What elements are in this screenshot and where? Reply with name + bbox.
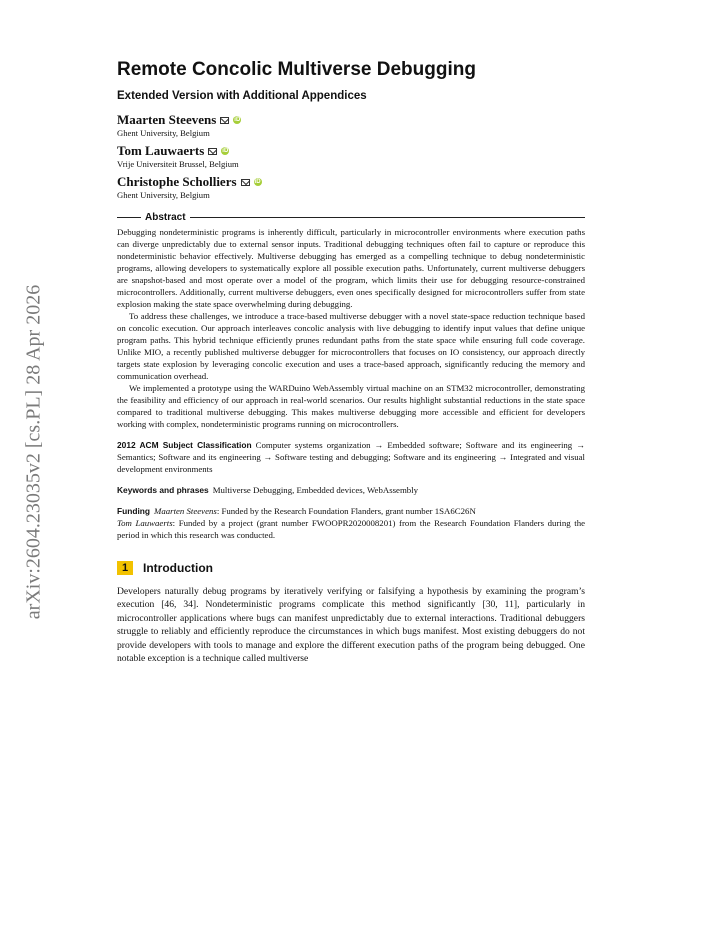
author-affiliation: Ghent University, Belgium [117,128,210,138]
section-heading [117,561,585,575]
abstract-paragraph: Debugging nondeterministic programs is inherently difficult, particularly in microcontroller environments where execution paths can diverge unpredictably due to external sensor inputs. Traditional debugging techniques often fail to capture or reproduce this nondeterministic behavior effectively. Multiverse debugging has emerged as a compelling technique to debug nondeterministic programs, allowing developers to systematically explore all possible execution paths. Unfortunately, current multiverse debuggers are snapshot-based and most operate over a model of the program, which limits their use for debugging resource-constrained microcontrollers. Additionally, current multiverse debuggers, even ones specifically designed for microcontrollers suffer from state explosion making the state space overwhelming during debugging. [117,227,585,309]
author-block [117,174,585,200]
abstract-paragraph: We implemented a prototype using the WARDuino WebAssembly virtual machine on an STM32 microcontroller, demonstrating the feasibility and efficiency of our approach in real-world scenarios. Our results highlight substantial reductions in the state space compared to traditional multiverse debugging. This makes multiverse debugging more accessible and efficient for developers working with complex, nondeterministic programs running on microcontrollers. [117,383,585,429]
paper-subtitle: Extended Version with Additional Appendices [117,90,367,102]
paper-page [117,58,585,665]
orcid-icon[interactable]: iD [254,179,261,185]
author-name: Tom Lauwaerts [117,143,205,158]
author-affiliation: Vrije Universiteit Brussel, Belgium [117,159,239,169]
funding-label: Funding [117,506,151,516]
orcid-icon[interactable]: iD [234,117,241,123]
abstract-heading [117,212,585,223]
introduction-paragraph: Developers naturally debug programs by iteratively verifying or falsifying a hypothesis by examining the program’s execution [46, 34]. Nondeterministic programs complicate this method significantly [30, 11], particularly in microcontroller applications where bugs can manifest unpredictably due to external interactions. Traditional debuggers struggle to reliably and efficiently reproduce the circumstances in which bugs manifest. Most existing debuggers do not provide developers with tools to manage and explore the different execution paths of the program being debugged. One notable exception is a technique called multiverse [117,586,585,665]
section-title: Introduction [143,561,213,575]
funding [117,505,585,541]
abstract-label: Abstract [145,212,186,223]
funding-name: Tom Lauwaerts [117,518,173,528]
orcid-icon[interactable]: iD [222,148,229,154]
keywords-text: Multiverse Debugging, Embedded devices, WebAssembly [212,485,419,495]
mail-icon[interactable] [241,179,250,186]
divider [190,217,585,218]
mail-icon[interactable] [208,148,217,155]
arxiv-identifier: arXiv:2604.23035v2 [cs.PL] 28 Apr 2026 [22,284,45,620]
abstract-paragraph: To address these challenges, we introduce a trace-based multiverse debugger with a novel state-space reduction technique based on concolic execution. Our approach interleaves concolic analysis with live debugging to identify input values that define unique program paths. This hybrid technique efficiently prunes redundant paths from the state space while ensuring full code coverage. Unlike MIO, a recently published multiverse debugger for microcontrollers that focuses on IO consistency, our approach directly targets state explosion by leveraging concolic execution and uses a trace-based approach, significantly reducing the memory and communication overhead. [117,311,585,381]
section-number: 1 [117,561,133,575]
author-block [117,143,585,169]
author-affiliation: Ghent University, Belgium [117,190,210,200]
acm-classification-text: Computer systems organization → Embedded software; Software and its engineering → Semantics; Software and its engineering → Software testing and debugging; Software and its engineering → Integrated and visual development environments [117,440,586,474]
divider [117,217,141,218]
paper-title: Remote Concolic Multiverse Debugging [117,59,476,80]
author-name: Maarten Steevens [117,112,217,127]
funding-text: : Funded by the Research Foundation Flanders, grant number 1SA6C26N [216,506,476,516]
mail-icon[interactable] [220,117,229,124]
acm-classification-label: 2012 ACM Subject Classification [117,440,252,450]
acm-classification [117,439,585,475]
author-block [117,112,585,138]
author-name: Christophe Scholliers [117,174,237,189]
funding-name: Maarten Steevens [154,506,217,516]
keywords [117,484,585,496]
funding-text: : Funded by a project (grant number FWOOPR2020008201) from the Research Foundation Flanders during the period in which this research was conducted. [117,518,586,540]
keywords-label: Keywords and phrases [117,485,209,495]
arxiv-sidebar [22,262,46,642]
